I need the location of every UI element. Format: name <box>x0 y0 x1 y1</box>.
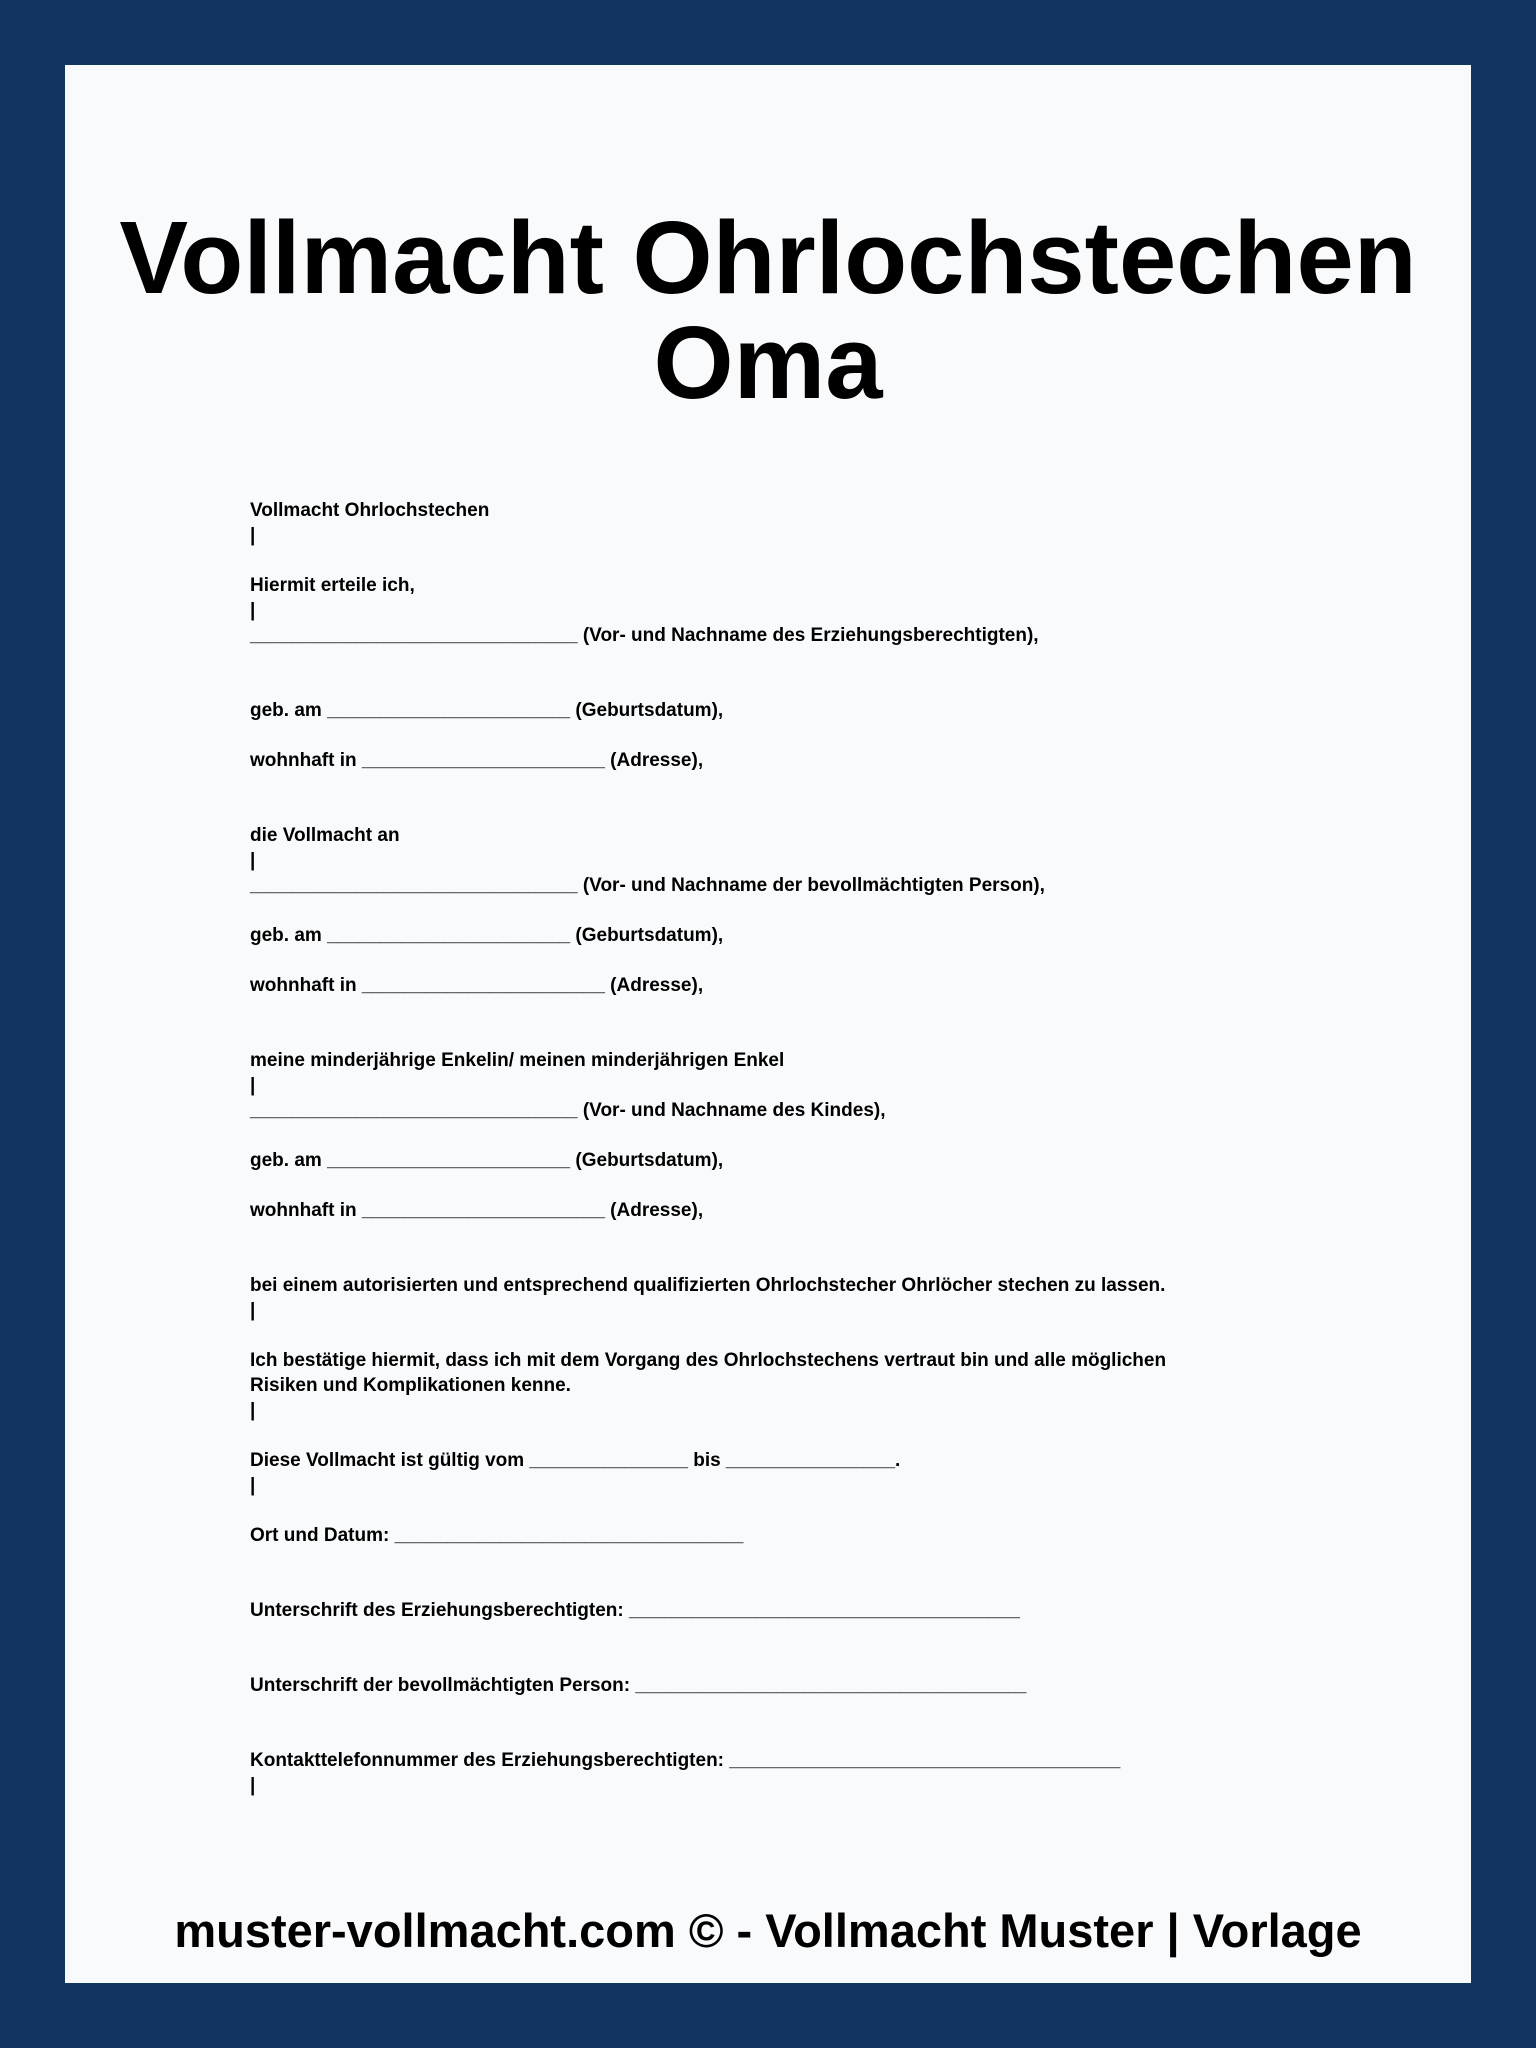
confirmation-text-line-1: Ich bestätige hiermit, dass ich mit dem Vorgang des Ohrlochstechens vertraut bin und alle möglichen <box>250 1350 1167 1371</box>
place-date-field[interactable]: Ort und Datum: _________________________________ <box>250 1525 744 1546</box>
page-title-line-1: Vollmacht Ohrlochstechen <box>119 200 1417 315</box>
agent-signature-field[interactable]: Unterschrift der bevollmächtigten Person: _____________________________________ <box>250 1675 1027 1696</box>
confirmation-text-line-2: Risiken und Komplikationen kenne. <box>250 1375 571 1396</box>
form-heading: Vollmacht Ohrlochstechen <box>250 500 490 521</box>
text-caret: | <box>250 850 256 871</box>
text-caret: | <box>250 1775 256 1796</box>
agent-name-field[interactable]: _______________________________ (Vor- und Nachname der bevollmächtigten Person), <box>250 875 1045 896</box>
guardian-phone-field[interactable]: Kontakttelefonnummer des Erziehungsberechtigten: _____________________________________ <box>250 1750 1121 1771</box>
validity-field[interactable]: Diese Vollmacht ist gültig vom _______________ bis ________________. <box>250 1450 901 1471</box>
text-caret: | <box>250 525 256 546</box>
text-caret: | <box>250 1300 256 1321</box>
guardian-address-field[interactable]: wohnhaft in _______________________ (Adresse), <box>250 750 704 771</box>
text-caret: | <box>250 600 256 621</box>
grandchild-text: meine minderjährige Enkelin/ meinen minderjährigen Enkel <box>250 1050 785 1071</box>
page-title-line-2: Oma <box>653 305 883 420</box>
guardian-birthdate-field[interactable]: geb. am _______________________ (Geburtsdatum), <box>250 700 724 721</box>
text-caret: | <box>250 1475 256 1496</box>
child-address-field[interactable]: wohnhaft in _______________________ (Adresse), <box>250 1200 704 1221</box>
text-caret: | <box>250 1400 256 1421</box>
text-caret: | <box>250 1075 256 1096</box>
intro-text: Hiermit erteile ich, <box>250 575 415 596</box>
page-title <box>65 200 1471 420</box>
child-birthdate-field[interactable]: geb. am _______________________ (Geburtsdatum), <box>250 1150 724 1171</box>
agent-birthdate-field[interactable]: geb. am _______________________ (Geburtsdatum), <box>250 925 724 946</box>
child-name-field[interactable]: _______________________________ (Vor- und Nachname des Kindes), <box>250 1100 886 1121</box>
document-page <box>65 65 1471 1983</box>
agent-address-field[interactable]: wohnhaft in _______________________ (Adresse), <box>250 975 704 996</box>
guardian-signature-field[interactable]: Unterschrift des Erziehungsberechtigten: _____________________________________ <box>250 1600 1020 1621</box>
footer-credit: muster-vollmacht.com © - Vollmacht Muster | Vorlage <box>174 1904 1362 1957</box>
authority-to-text: die Vollmacht an <box>250 825 400 846</box>
guardian-name-field[interactable]: _______________________________ (Vor- und Nachname des Erziehungsberechtigten), <box>250 625 1039 646</box>
purpose-text: bei einem autorisierten und entsprechend qualifizierten Ohrlochstecher Ohrlöcher stechen zu lassen. <box>250 1275 1166 1296</box>
